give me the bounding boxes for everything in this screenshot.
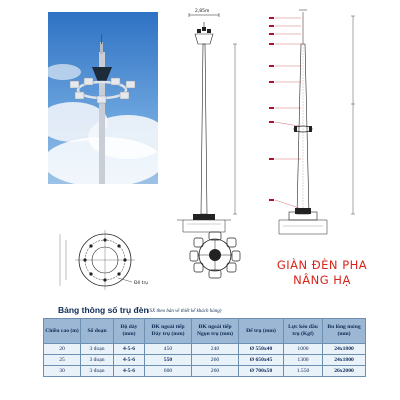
table-cell: 30: [44, 366, 81, 377]
table-cell: 550: [145, 355, 192, 366]
base-plate-plan: [60, 230, 148, 290]
table-cell: 450: [145, 344, 192, 355]
table-row: [44, 366, 366, 377]
table-note: (SX theo bản vẽ thiết kế khách hàng): [148, 309, 222, 314]
table-cell: 3 đoạn: [81, 344, 114, 355]
table-cell: 4-5-6: [114, 355, 145, 366]
table-cell: 4-5-6: [114, 366, 145, 377]
table-cell: Ø 700x50: [239, 366, 284, 377]
table-row: [44, 344, 366, 355]
table-row: [44, 355, 366, 366]
table-cell: 20: [44, 344, 81, 355]
table-header-row: [44, 319, 366, 344]
column-header: Số đoạn: [81, 319, 114, 344]
base-plate-label: Đế trụ: [134, 281, 149, 286]
table-cell: 600: [145, 366, 192, 377]
table-cell: 3 đoạn: [81, 366, 114, 377]
table-cell: 26x2000: [323, 366, 366, 377]
table-cell: 1000: [284, 344, 323, 355]
table-cell: Ø 650x45: [239, 355, 284, 366]
column-header: Độ dày (mm): [114, 319, 145, 344]
lamp-ring-plan: [190, 232, 240, 278]
top-dimension-label: 2,85m: [195, 9, 210, 14]
spec-table: [43, 318, 366, 377]
table-cell: 3 đoạn: [81, 355, 114, 366]
table-cell: 25: [44, 355, 81, 366]
title-line-2: NÂNG HẠ: [293, 273, 351, 287]
table-heading: Bảng thông số trụ đèn: [58, 305, 149, 315]
table-cell: Ø 550x40: [239, 344, 284, 355]
table-cell: 24x1800: [323, 355, 366, 366]
table-cell: 260: [192, 355, 239, 366]
table-cell: 24x1800: [323, 344, 366, 355]
column-header: Đế trụ (mm): [239, 319, 284, 344]
column-header: ĐK ngoài tiếp Đáy trụ (mm): [145, 319, 192, 344]
column-header: Bu lông móng (mm): [323, 319, 366, 344]
title-line-1: GIÀN ĐÈN PHA: [276, 258, 368, 272]
column-header: ĐK ngoài tiếp Ngọn trụ (mm): [192, 319, 239, 344]
column-header: Lực kéo đầu trụ (Kgf): [284, 319, 323, 344]
table-cell: 240: [192, 344, 239, 355]
pole-elevation-drawing: [175, 4, 400, 244]
table-cell: 1.550: [284, 366, 323, 377]
mast-photo: [48, 12, 158, 184]
product-title: [262, 258, 382, 288]
table-cell: 260: [192, 366, 239, 377]
table-cell: 4-5-6: [114, 344, 145, 355]
table-cell: 1300: [284, 355, 323, 366]
column-header: Chiều cao (m): [44, 319, 81, 344]
